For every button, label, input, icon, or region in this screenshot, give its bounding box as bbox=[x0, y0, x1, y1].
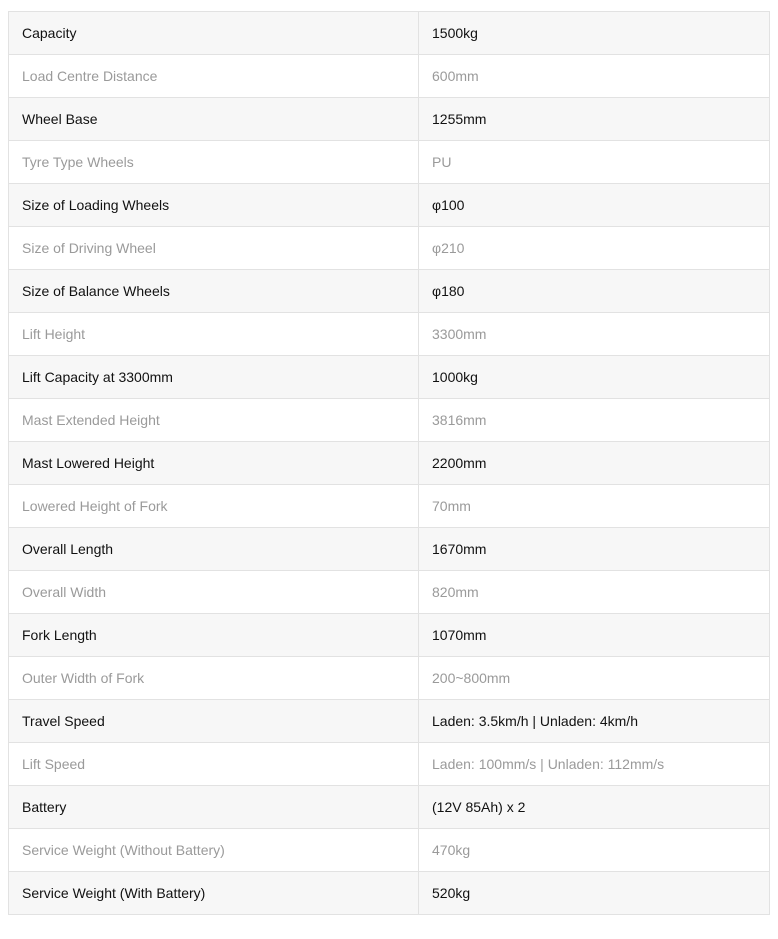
spec-value: 520kg bbox=[419, 872, 770, 915]
spec-label: Lowered Height of Fork bbox=[9, 485, 419, 528]
spec-row-mast-extended-height bbox=[9, 399, 770, 442]
spec-label: Size of Driving Wheel bbox=[9, 227, 419, 270]
spec-value: Laden: 3.5km/h | Unladen: 4km/h bbox=[419, 700, 770, 743]
spec-label: Fork Length bbox=[9, 614, 419, 657]
spec-value: 1070mm bbox=[419, 614, 770, 657]
spec-row-service-weight-without-battery bbox=[9, 829, 770, 872]
spec-label: Size of Balance Wheels bbox=[9, 270, 419, 313]
spec-value: 600mm bbox=[419, 55, 770, 98]
spec-row-size-of-loading-wheels bbox=[9, 184, 770, 227]
spec-label: Size of Loading Wheels bbox=[9, 184, 419, 227]
spec-row-size-of-driving-wheel bbox=[9, 227, 770, 270]
spec-value: φ100 bbox=[419, 184, 770, 227]
spec-label: Battery bbox=[9, 786, 419, 829]
spec-row-load-centre-distance bbox=[9, 55, 770, 98]
spec-row-lowered-height-of-fork bbox=[9, 485, 770, 528]
spec-value: 2200mm bbox=[419, 442, 770, 485]
spec-row-overall-width bbox=[9, 571, 770, 614]
specification-table bbox=[8, 11, 770, 915]
spec-label: Service Weight (Without Battery) bbox=[9, 829, 419, 872]
spec-label: Capacity bbox=[9, 12, 419, 55]
spec-row-travel-speed bbox=[9, 700, 770, 743]
spec-value: 200~800mm bbox=[419, 657, 770, 700]
spec-label: Mast Extended Height bbox=[9, 399, 419, 442]
spec-row-lift-capacity bbox=[9, 356, 770, 399]
spec-label: Lift Capacity at 3300mm bbox=[9, 356, 419, 399]
spec-value: 1670mm bbox=[419, 528, 770, 571]
spec-label: Wheel Base bbox=[9, 98, 419, 141]
spec-row-battery bbox=[9, 786, 770, 829]
spec-value: Laden: 100mm/s | Unladen: 112mm/s bbox=[419, 743, 770, 786]
spec-value: 3816mm bbox=[419, 399, 770, 442]
spec-row-mast-lowered-height bbox=[9, 442, 770, 485]
spec-value: 1255mm bbox=[419, 98, 770, 141]
spec-row-wheel-base bbox=[9, 98, 770, 141]
spec-value: 1000kg bbox=[419, 356, 770, 399]
spec-row-fork-length bbox=[9, 614, 770, 657]
specification-table-body bbox=[9, 12, 770, 915]
spec-row-lift-height bbox=[9, 313, 770, 356]
spec-label: Travel Speed bbox=[9, 700, 419, 743]
spec-value: φ180 bbox=[419, 270, 770, 313]
spec-row-lift-speed bbox=[9, 743, 770, 786]
spec-value: (12V 85Ah) x 2 bbox=[419, 786, 770, 829]
spec-row-size-of-balance-wheels bbox=[9, 270, 770, 313]
spec-label: Mast Lowered Height bbox=[9, 442, 419, 485]
spec-label: Tyre Type Wheels bbox=[9, 141, 419, 184]
spec-row-capacity bbox=[9, 12, 770, 55]
spec-value: 1500kg bbox=[419, 12, 770, 55]
spec-value: 470kg bbox=[419, 829, 770, 872]
spec-value: 3300mm bbox=[419, 313, 770, 356]
spec-value: PU bbox=[419, 141, 770, 184]
spec-value: 820mm bbox=[419, 571, 770, 614]
spec-row-service-weight-with-battery bbox=[9, 872, 770, 915]
spec-label: Lift Speed bbox=[9, 743, 419, 786]
spec-label: Lift Height bbox=[9, 313, 419, 356]
spec-value: φ210 bbox=[419, 227, 770, 270]
spec-label: Load Centre Distance bbox=[9, 55, 419, 98]
spec-value: 70mm bbox=[419, 485, 770, 528]
spec-row-tyre-type-wheels bbox=[9, 141, 770, 184]
spec-row-overall-length bbox=[9, 528, 770, 571]
spec-label: Overall Length bbox=[9, 528, 419, 571]
spec-label: Service Weight (With Battery) bbox=[9, 872, 419, 915]
spec-label: Outer Width of Fork bbox=[9, 657, 419, 700]
spec-row-outer-width-of-fork bbox=[9, 657, 770, 700]
spec-label: Overall Width bbox=[9, 571, 419, 614]
